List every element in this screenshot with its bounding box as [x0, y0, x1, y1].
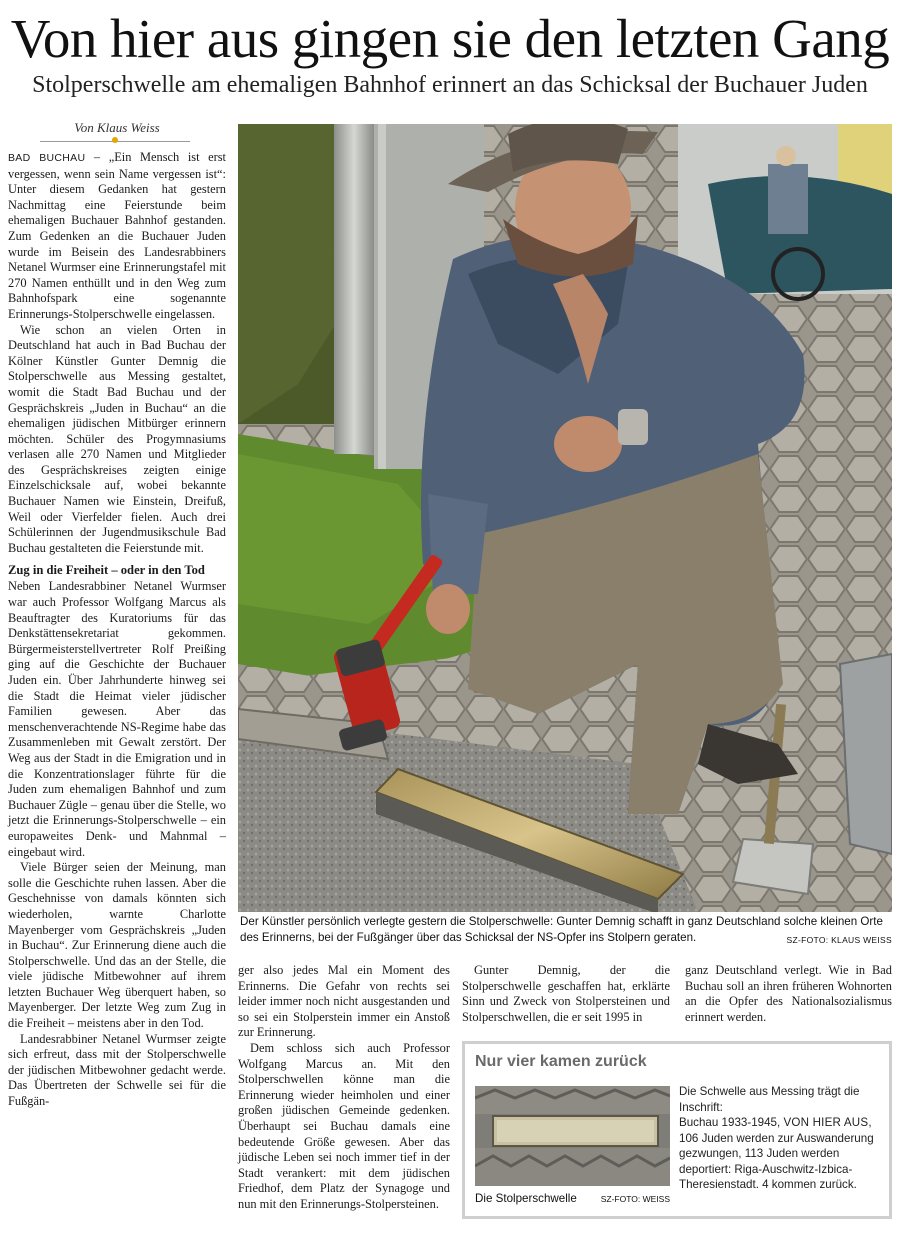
dateline: BAD BUCHAU: [8, 152, 86, 164]
photo-caption-text: Der Künstler persönlich verlegte gestern die Stolperschwelle: Gunter Demnig schafft in ganz Deutschland solche kleinen Orte des Erinnerns, bei der Fußgänger über das Schicksal der NS-Opfer ins Stolpern geraten.: [240, 915, 883, 944]
paragraph: Neben Landesrabbiner Netanel Wurmser war auch Professor Wolfgang Marcus als Beauftragter des Kuratoriums für das Denkstättensekretariat gekommen. Bürgermeisterstellvertreter Rolf Preißing ging auf die Geschichte der Buchauer Juden ein. Über Jahrhunderte hinweg sei die Stadt die Heimat vieler jüdischer Familien gewesen. Aber das menschenverachtende NS-Regime habe das Zusammenleben mit Gewalt zerstört. Der Weg aus der Stadt in die Emigration und in die Konzentrationslager führte für die Juden zum ehemaligen Bahnhof und zum Buchauer Zügle – genau über die Stelle, wo jetzt die Erinnerungs-Stolperschwelle – ein europaweites Denk- und Mahnmal – eingebaut wird.: [8, 579, 226, 859]
infobox-text-intro: Die Schwelle aus Messing trägt die Inschrift:: [679, 1085, 860, 1114]
paragraph: ger also jedes Mal ein Moment des Erinnerns. Die Gefahr von rechts sei leider immer noch nicht ausgestanden und so sei ein Stolperstein immer ein Anstoß zur Erinnerung.: [238, 963, 450, 1040]
paragraph: Dem schloss sich auch Professor Wolfgang Marcus an. Mit den Stolperschwellen könne man die Erinnerung wieder heimholen und einer großen jüdischen Gemeinde gedenken. Überhaupt sei Buchau damals eine bedeutende Größe gewesen. Aber das jüdische Leben sei noch immer tief in der Stadt verankert: mit dem jüdischen Friedhof, dem Platz der Synagoge und nun mit den Erinnerungs-Stolpersteinen.: [238, 1040, 450, 1211]
byline: Von Klaus Weiss: [74, 120, 160, 135]
infobox-text: [679, 1084, 884, 1193]
infobox-title: Nur vier kamen zurück: [475, 1053, 647, 1070]
infobox-photo: [475, 1086, 670, 1186]
headline: Von hier aus gingen sie den letzten Gang: [10, 8, 890, 69]
infobox-text-caps: VON HIER AUS: [783, 1116, 869, 1129]
infobox-photo-credit: SZ-FOTO: WEISS: [600, 1194, 670, 1204]
photo-credit: SZ-FOTO: KLAUS WEISS: [786, 935, 892, 945]
article-column-1: [8, 150, 226, 1110]
paragraph: ganz Deutschland verlegt. Wie in Bad Buchau soll an ihren früheren Wohnorten an die Opfer des Nationalsozialismus erinnert werden.: [685, 963, 892, 1024]
byline-dot-icon: [112, 137, 118, 143]
paragraph: Landesrabbiner Netanel Wurmser zeigte sich erfreut, dass mit der Stolperschwelle der jüdischen Mitbewohner gedacht werde. Das Übertreten der Schwelle sei für die Fußgän-: [8, 1031, 226, 1109]
article-column-3: [462, 963, 670, 1025]
infobox-text-a: Buchau 1933-1945,: [679, 1116, 784, 1129]
section-subhead: Zug in die Freiheit – oder in den Tod: [8, 563, 205, 578]
photo-caption: [240, 914, 892, 948]
main-photo: [238, 124, 892, 912]
infobox-photo-caption-text: Die Stolperschwelle: [475, 1192, 577, 1205]
paragraph: Viele Bürger seien der Meinung, man solle die Geschichte ruhen lassen. Aber die Geschehnisse von damals könnten sich wiederholen, warnte Charlotte Mayenberger vom Gesprächskreis „Juden in Buchau“. Zur Erinnerung diene auch die Stolperschwelle. Und das an der Stelle, die viele jüdische Mitbewohner auf ihrem letzten Buchauer Weg überquert haben, so Mayenberger. Der letzte Weg zum Zug in die Freiheit – meistens aber in den Tod.: [8, 860, 226, 1031]
paragraph: Wie schon an vielen Orten in Deutschland hat auch in Bad Buchau der Kölner Künstler Gunter Demnig die Stolperschwelle aus Messing gestaltet, womit die Stadt Bad Buchau und der Gesprächskreis „Juden in Buchau“ an die ehemaligen jüdischen Mitbürger erinnern möchten. Schüler des Progymnasiums verlasen alle 270 Namen und Mitglieder des Gesprächskreises zeigten einige Einzelschicksale auf, wobei bekannte Buchauer Namen wie Einstein, Dreifuß, Weil oder Vierfelder fielen. Auch drei Schülerinnen der Jugendmusikschule Bad Buchau gestalteten die Feierstunde mit.: [8, 322, 226, 555]
subheadline: Stolperschwelle am ehemaligen Bahnhof erinnert an das Schicksal der Buchauer Juden: [32, 72, 868, 98]
article-column-4: [685, 963, 892, 1025]
paragraph: Gunter Demnig, der die Stolperschwelle geschaffen hat, erklärte Sinn und Zweck von Stolpersteinen und Stolperschwellen, die er seit 1995 in: [462, 963, 670, 1024]
paragraph: BAD BUCHAU – „Ein Mensch ist erst vergessen, wenn sein Name vergessen ist“: Unter diesem Gedanken hat gestern Nachmittag eine Feierstunde beim ehemaligen Buchauer Bahnhof gestanden. Zum Gedenken an die Buchauer Juden wurde im Beisein des Landesrabbiners Netanel Wurmser eine Erinnerungstafel mit 270 Namen enthüllt und in den Weg zum Bahnhofspark eine sogenannte Erinnerungs-Stolperschwelle eingelassen.: [8, 150, 226, 321]
infobox-text-b: , 106 Juden werden zur Auswanderung gezwungen, 113 Juden werden deportiert: Riga-Auschwitz-Izbica-Theresienstadt. 4 kommen zurück.: [679, 1116, 874, 1191]
article-column-2: [238, 963, 450, 1213]
infobox: [462, 1041, 892, 1219]
infobox-photo-caption: [475, 1192, 670, 1205]
